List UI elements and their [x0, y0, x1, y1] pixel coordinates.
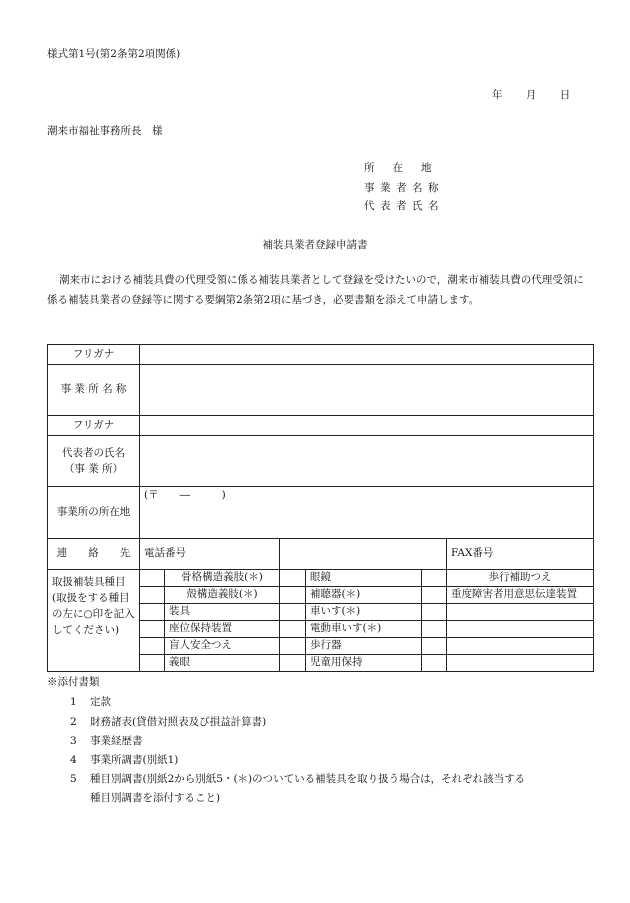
kind-item-3-1: 装具	[165, 604, 280, 621]
phone-number-field[interactable]	[280, 539, 447, 570]
attachment-num: 1	[70, 696, 77, 708]
attachment-text: 事業経歴書	[90, 735, 143, 747]
kind-check-6-1[interactable]	[140, 655, 165, 672]
kind-check-2-2[interactable]	[280, 587, 306, 604]
kind-item-2-3: 重度障害者用意思伝達装置	[447, 587, 594, 604]
rep-name-furigana-field[interactable]	[140, 416, 594, 436]
document-title: 補装具業者登録申請書	[262, 239, 368, 251]
rep-name-label	[48, 436, 140, 487]
kind-check-5-1[interactable]	[140, 638, 165, 655]
attachment-item-4	[70, 754, 178, 767]
kind-check-2-1[interactable]	[140, 587, 165, 604]
furigana-label-2: フリガナ	[48, 416, 140, 436]
kind-check-1-3[interactable]	[422, 570, 447, 587]
attachment-num: 5	[70, 773, 77, 785]
attachment-text: 定款	[90, 696, 111, 708]
kind-item-5-1: 盲人安全つえ	[165, 638, 280, 655]
attachment-text: 種目別調書(別紙2から別紙5・(＊)のついている補装具を取り扱う場合は，それぞれ該当する	[90, 773, 526, 785]
kind-check-4-1[interactable]	[140, 621, 165, 638]
date-line	[492, 89, 570, 102]
kind-check-5-3[interactable]	[422, 638, 447, 655]
date-day: 日	[559, 89, 571, 101]
kind-item-3-3	[447, 604, 594, 621]
kind-item-3-2: 車いす(＊)	[306, 604, 422, 621]
kind-check-3-3[interactable]	[422, 604, 447, 621]
kind-item-4-2: 電動車いす(＊)	[306, 621, 422, 638]
applicant-rep-name-label: 代表者氏名	[364, 200, 444, 212]
attachment-text: 財務諸表(貸借対照表及び損益計算書)	[90, 716, 267, 728]
kind-item-5-2: 歩行器	[306, 638, 422, 655]
kind-item-6-3	[447, 655, 594, 672]
attachment-item-3	[70, 735, 143, 748]
attachment-num: 2	[70, 716, 77, 728]
kind-check-5-2[interactable]	[280, 638, 306, 655]
phone-label: 電話番号	[144, 547, 186, 560]
attachment-item-2	[70, 716, 266, 729]
kind-check-4-2[interactable]	[280, 621, 306, 638]
contact-label: 連 絡 先	[48, 539, 140, 570]
kind-item-1-1: 骨格構造義肢(＊)	[165, 570, 280, 587]
kind-item-5-3	[447, 638, 594, 655]
date-month: 月	[525, 89, 537, 101]
attachment-item-1	[70, 696, 111, 709]
kind-item-2-1: 殻構造義肢(＊)	[165, 587, 280, 604]
applicant-address-label: 所在地	[364, 162, 450, 174]
applicant-office-name-label: 事業者名称	[364, 182, 444, 194]
form-number: 様式第1号(第2条第2項関係)	[47, 48, 181, 60]
kind-check-3-1[interactable]	[140, 604, 165, 621]
phone-field[interactable]	[140, 539, 280, 570]
kind-check-6-2[interactable]	[280, 655, 306, 672]
rep-name-label-line2: （事 業 所）	[63, 463, 124, 475]
location-field[interactable]	[140, 487, 594, 539]
date-year: 年	[492, 89, 503, 101]
kind-item-1-2: 眼鏡	[306, 570, 422, 587]
kind-item-2-2: 補聴器(＊)	[306, 587, 422, 604]
attachments-heading: ※添付書類	[47, 676, 100, 688]
kind-item-4-3	[447, 621, 594, 638]
postal-code-field[interactable]: (〒 ― )	[144, 489, 226, 501]
kind-item-1-3: 歩行補助つえ	[447, 570, 594, 587]
kind-check-4-3[interactable]	[422, 621, 447, 638]
attachment-item-5-continued: 種目別調書を添付すること)	[90, 792, 221, 804]
device-kinds-label: 取扱補装具種目 (取扱をする種目の左に○印を記入してください)	[48, 570, 140, 672]
attachment-num: 4	[70, 754, 77, 766]
kind-check-2-3[interactable]	[422, 587, 447, 604]
office-name-label: 事 業 所 名 称	[48, 365, 140, 416]
attachment-text: 事業所調書(別紙1)	[90, 754, 179, 766]
rep-name-field[interactable]	[140, 436, 594, 487]
application-body-text: 潮来市における補装具費の代理受領に係る補装具業者として登録を受けたいので，潮来市補装具費の代理受領に係る補装具業者の登録等に関する要綱第2条第2項に基づき，必要書類を添えて申請します。	[47, 274, 584, 306]
kind-item-6-2: 児童用保持	[306, 655, 422, 672]
attachment-item-5	[70, 773, 525, 786]
location-label: 事業所の所在地	[48, 487, 140, 539]
office-name-field[interactable]	[140, 365, 594, 416]
kind-check-6-3[interactable]	[422, 655, 447, 672]
addressee: 潮来市福祉事務所長 様	[47, 125, 163, 137]
kind-check-1-1[interactable]	[140, 570, 165, 587]
application-form-table	[47, 344, 594, 672]
rep-name-label-line1: 代表者の氏名	[62, 447, 125, 459]
kind-item-4-1: 座位保持装置	[165, 621, 280, 638]
office-name-furigana-field[interactable]	[140, 345, 594, 365]
kind-check-1-2[interactable]	[280, 570, 306, 587]
kind-item-6-1: 義眼	[165, 655, 280, 672]
kind-check-3-2[interactable]	[280, 604, 306, 621]
fax-label: FAX番号	[451, 547, 494, 560]
fax-field[interactable]	[447, 539, 594, 570]
attachment-num: 3	[70, 735, 77, 747]
furigana-label-1: フリガナ	[48, 345, 140, 365]
